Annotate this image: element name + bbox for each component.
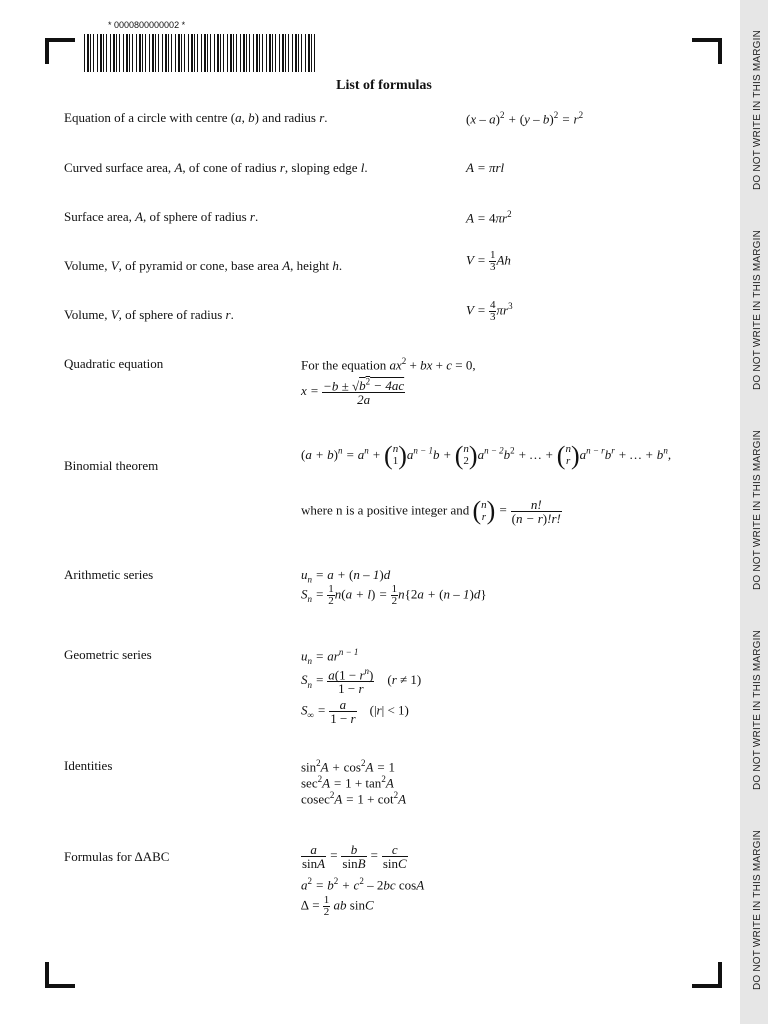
corner-mark — [45, 38, 75, 42]
formula-cone-surface: A = πrl — [466, 160, 505, 175]
formula-arithmetic-sn: $S_n$ = $\frac{1}{2}$ n(a + l) = $\frac{1}{2}$ n{2a + (n – 1)d} — [301, 583, 487, 607]
margin-warning: DO NOT WRITE IN THIS MARGIN — [752, 629, 763, 790]
formula-binomial-where: where n is a positive integer and ( n r ) = $\frac{n!}{(n - r)!r!}$ — [301, 496, 561, 526]
formula-label-identities: Identities — [64, 758, 113, 773]
formula-pyramid-volume: V = $\frac{1}{3}$ Ah — [466, 249, 511, 273]
corner-mark — [45, 984, 75, 988]
formula-cosine-rule: $a^2 = b^2 + c^2 - 2bc$ cosA — [301, 876, 425, 893]
formula-geometric-sinf: $S_\infty$ = $\frac{a}{1 - r}$ (|r| < 1) — [301, 697, 409, 726]
corner-mark — [45, 38, 49, 64]
formula-label-sphere-volume: Volume, V, of sphere of radius r. — [64, 307, 234, 322]
barcode — [84, 34, 316, 72]
page-title: List of formulas — [336, 78, 432, 93]
margin-warning: DO NOT WRITE IN THIS MARGIN — [752, 229, 763, 390]
margin-warning: DO NOT WRITE IN THIS MARGIN — [752, 29, 763, 190]
formula-arithmetic-un: $u_n = a + (n - 1)d$ — [301, 567, 391, 585]
formula-identity-1: $\sin^2A + \cos^2A = 1$ — [301, 758, 395, 775]
formula-circle: $(x - a)^2 + (y - b)^2 = r^2$ — [466, 110, 584, 127]
margin-warning: DO NOT WRITE IN THIS MARGIN — [752, 429, 763, 590]
formula-quadratic-intro: For the equation $ax^2$ + bx + c = 0, — [301, 356, 476, 373]
formula-geometric-un: $u_n = ar^{n - 1}$ — [301, 647, 359, 666]
formula-label-quadratic: Quadratic equation — [64, 356, 164, 371]
formula-geometric-sn: $S_n$ = $\frac{a(1 - r^n)}{1 - r}$ (r ≠ 1) — [301, 666, 422, 697]
formula-label-sphere-surface: Surface area, A, of sphere of radius r. — [64, 209, 259, 224]
formula-label-arithmetic: Arithmetic series — [64, 567, 154, 582]
corner-mark — [45, 962, 49, 988]
formula-sphere-surface: $A = 4\pi r^2$ — [466, 209, 512, 226]
formula-sphere-volume: V = $\frac{4}{3}$ $\pi r^3$ — [466, 299, 513, 323]
margin-warning: DO NOT WRITE IN THIS MARGIN — [752, 829, 763, 990]
formula-binomial: $(a + b)^n = a^n$ + ( n 1 )$a^{n - 1}b$ + ( n 2 )$a^{n - 2}b^2$ + … + ( n r )$a^{n - r}b^r$ + … + $b^n$, — [301, 441, 672, 470]
formula-identity-3: $cosec^2A = 1 + \cot^2A$ — [301, 790, 407, 807]
formula-label-binomial: Binomial theorem — [64, 458, 159, 473]
formula-label-circle: Equation of a circle with centre (a, b) and radius r. — [64, 110, 328, 125]
corner-mark — [718, 962, 722, 988]
formula-label-pyramid-volume: Volume, V, of pyramid or cone, base area A, height h. — [64, 258, 343, 273]
formula-label-geometric: Geometric series — [64, 647, 152, 662]
formula-identity-2: $\sec^2A = 1 + \tan^2A$ — [301, 774, 394, 791]
formula-sine-rule: $\frac{a}{\sin A}$ = $\frac{b}{\sin B}$ = $\frac{c}{\sin C}$ — [302, 842, 407, 871]
formula-area: ∆ = $\frac{1}{2}$ ab sinC — [301, 894, 374, 918]
barcode-number: * 0000800000002 * — [108, 20, 186, 30]
formula-label-cone-surface: Curved surface area, A, of cone of radius r, sloping edge l. — [64, 160, 368, 175]
corner-mark — [718, 38, 722, 64]
formula-label-triangle: Formulas for ∆ABC — [64, 849, 170, 864]
formula-quadratic: x = $\frac{-b \pm √b^2 - 4ac}{2a}$ — [301, 377, 405, 408]
